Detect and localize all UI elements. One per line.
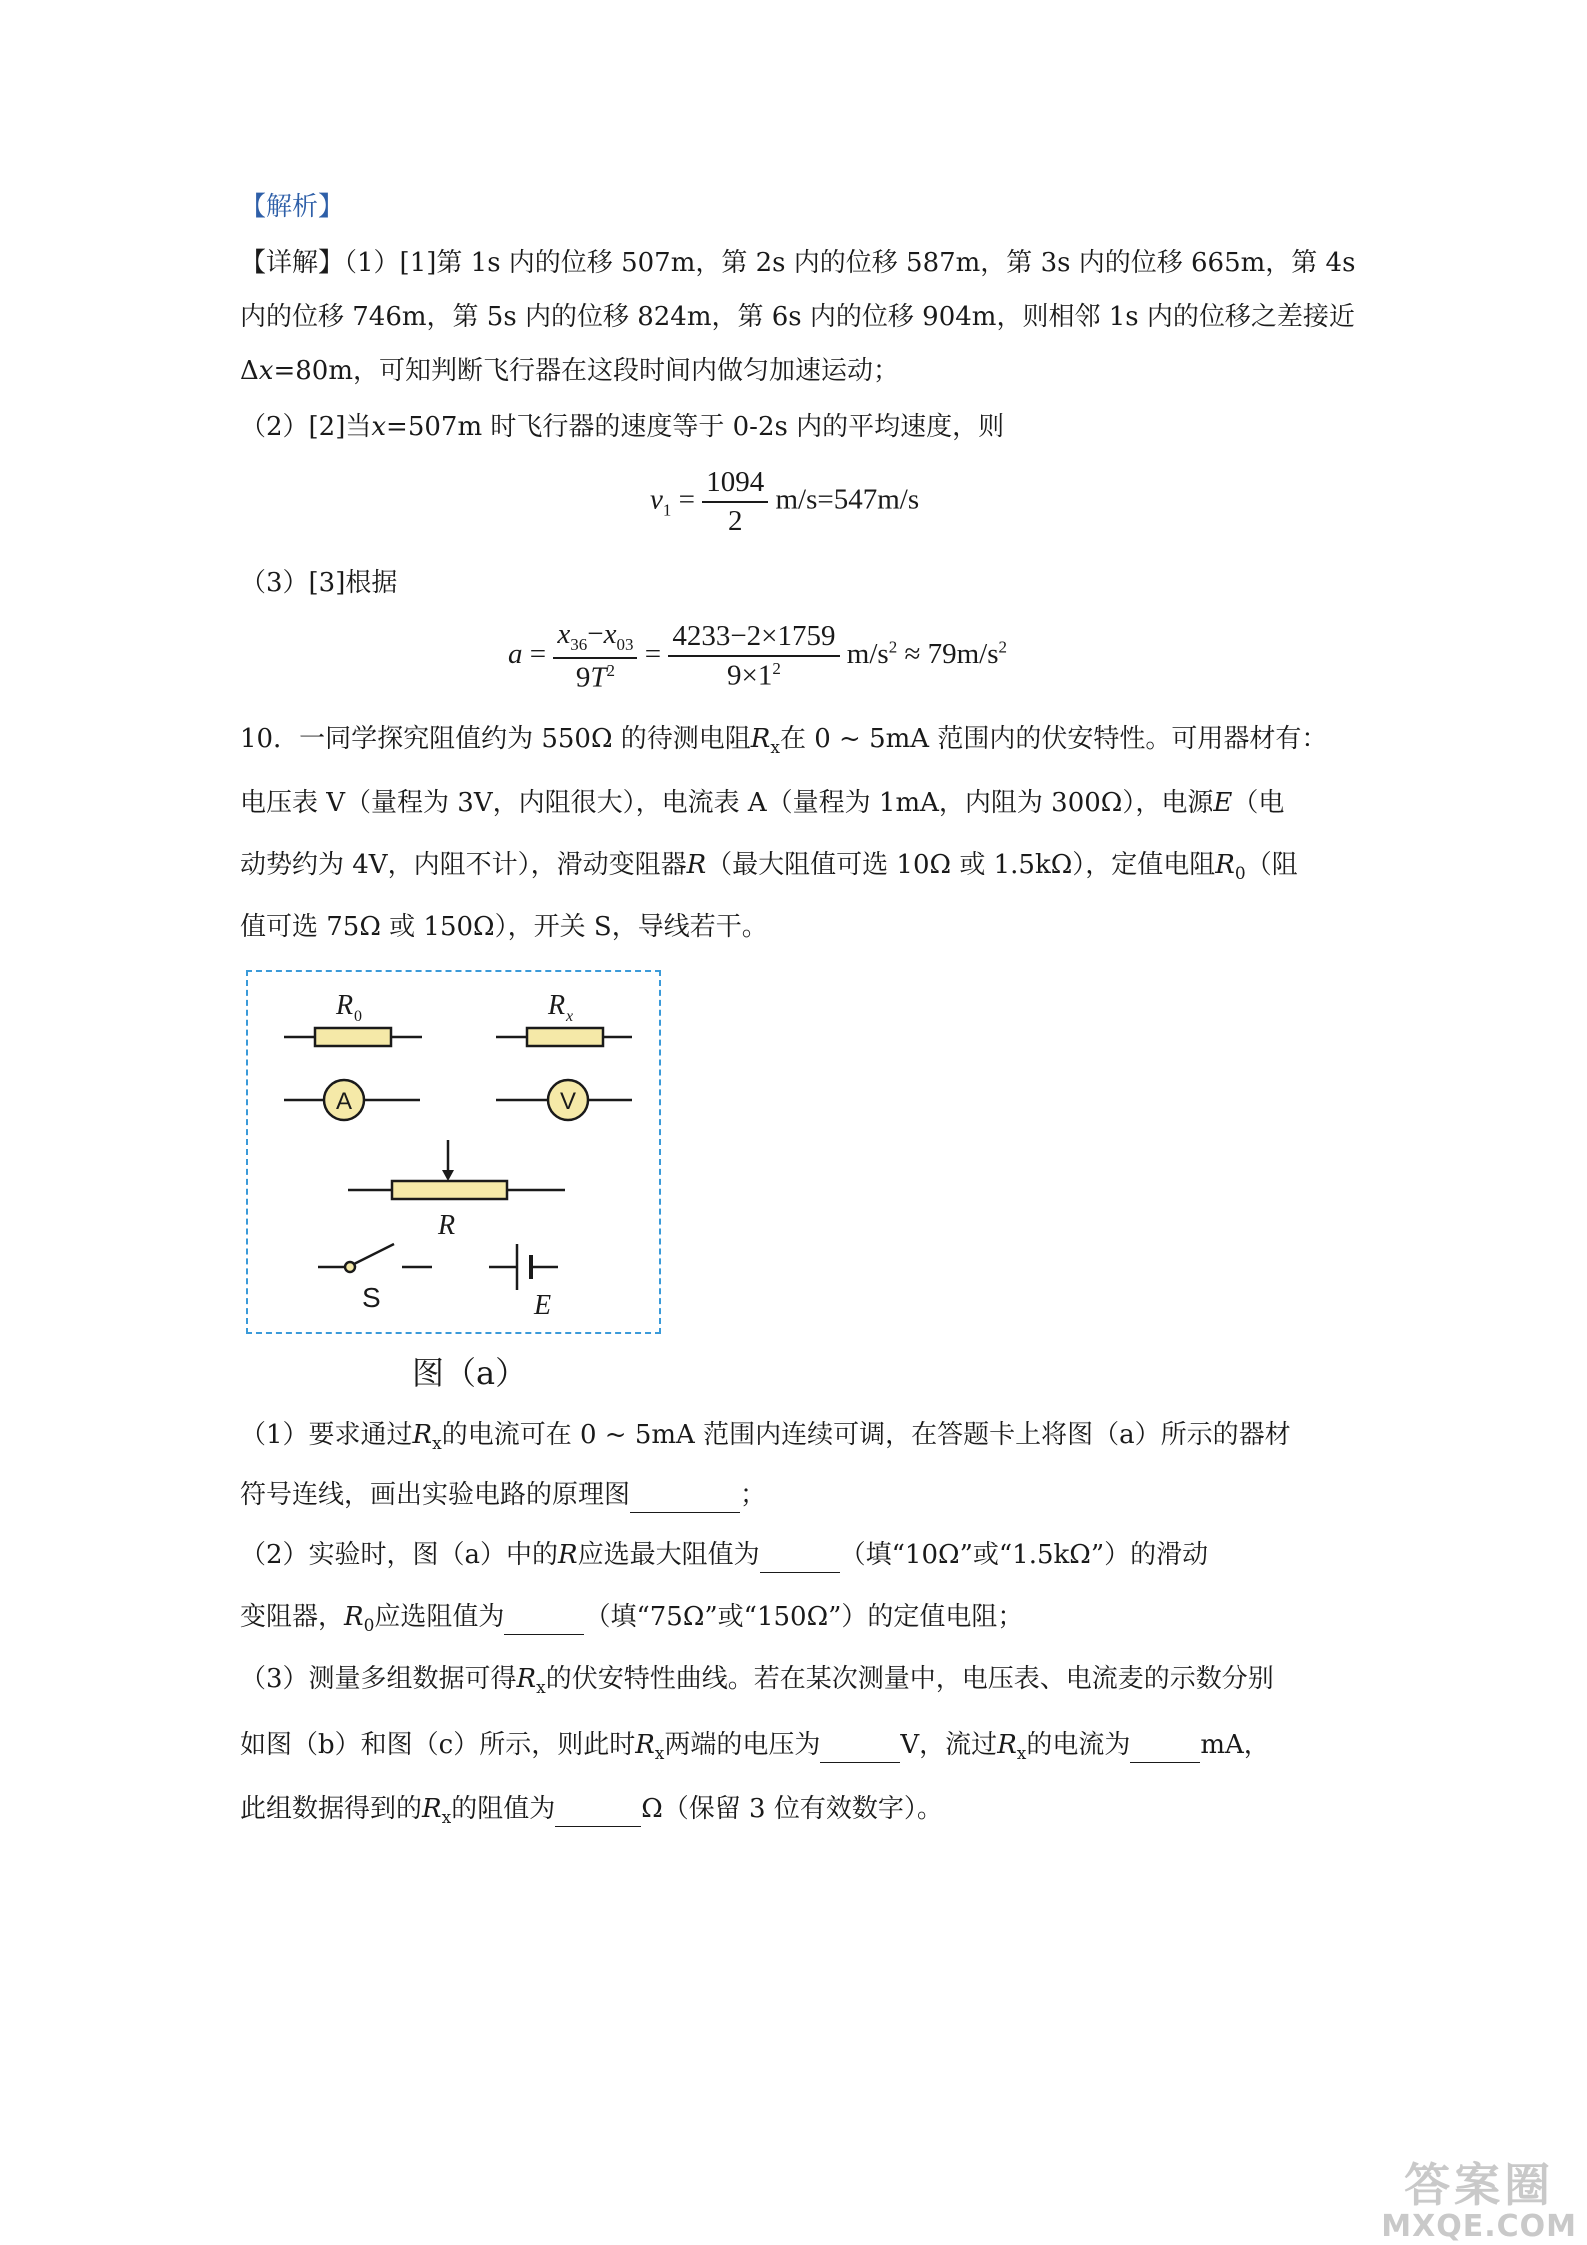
circuit-components-figure <box>246 970 661 1334</box>
detail-line-4 <box>240 410 1004 444</box>
detail-line-5: （3）[3]根据 <box>240 568 398 598</box>
answer-blank[interactable] <box>555 1792 641 1827</box>
circuit-symbols <box>248 972 659 1332</box>
rheostat-label: R <box>438 1210 456 1241</box>
rheostat-arrowhead <box>442 1170 454 1181</box>
answer-blank[interactable] <box>760 1538 840 1573</box>
r0-body <box>315 1028 391 1046</box>
equation-a <box>508 618 1007 694</box>
rheostat-body <box>392 1181 507 1199</box>
answer-blank[interactable] <box>1130 1728 1200 1763</box>
sub-q3-line-2: 如图（b）和图（c）所示，则此时$R_x$两端的电压为 V，流过$R_x$的电流为 mA， <box>240 1730 1270 1765</box>
sub-q3-line-3: 此组数据得到的$R_x$的阻值为 Ω（保留 3 位有效数字）。 <box>240 1794 943 1829</box>
switch-pivot <box>345 1262 355 1272</box>
ammeter-label: A <box>335 1088 353 1115</box>
detail-line-3 <box>240 354 899 388</box>
eq2-fraction-2 <box>668 620 839 693</box>
eq2-numerator-1: $x_{36}-x_{03}$ <box>553 618 637 659</box>
answer-blank[interactable] <box>820 1728 900 1763</box>
figure-caption: 图（a） <box>412 1354 528 1392</box>
sub-q1-line-1: （1）要求通过$R_x$的电流可在 0 ~ 5mA 范围内连续可调，在答题卡上将图（a）所示的器材 <box>240 1420 1291 1455</box>
eq2-var-a: a <box>508 637 523 670</box>
eq1-rhs: m/s=547m/s <box>775 483 920 516</box>
delta-symbol: Δ <box>240 356 259 386</box>
eq2-equals: = <box>529 637 547 670</box>
answer-blank[interactable] <box>504 1600 584 1635</box>
q10-line-3: 动势约为 4V，内阻不计），滑动变阻器R（最大阻值可选 10Ω 或 1.5kΩ），定值电阻$R_0$（阻 <box>240 850 1298 885</box>
eq1-sub: 1 <box>662 500 672 520</box>
eq1-var: v <box>650 483 663 516</box>
eq2-denominator-1: $9T^2$ <box>575 660 615 694</box>
sub-q2-line-1: （2）实验时，图（a）中的R应选最大阻值为 （填“10Ω”或“1.5kΩ”）的滑动 <box>240 1538 1208 1573</box>
analysis-header: 【解析】 <box>240 192 345 222</box>
q10-line-4: 值可选 75Ω 或 150Ω），开关 S，导线若干。 <box>240 912 768 942</box>
detail-text-1: （1）[1]第 1s 内的位移 507m，第 2s 内的位移 587m，第 3s 内的位移 665m，第 4s <box>344 248 1356 278</box>
sub-q3-line-1: （3）测量多组数据可得$R_x$的伏安特性曲线。若在某次测量中，电压表、电流麦的示数分别 <box>240 1664 1274 1699</box>
q10-line-2: 电压表 V（量程为 3V，内阻很大），电流表 A（量程为 1mA，内阻为 300Ω），电源E（电 <box>240 788 1285 818</box>
detail-line-1 <box>240 246 1355 280</box>
equation-v1 <box>650 466 919 538</box>
battery-label: E <box>534 1290 552 1321</box>
eq2-numerator-2: 4233−2×1759 <box>668 620 839 657</box>
watermark-top: 答案圈 <box>1404 2158 1555 2212</box>
site-watermark-logo <box>1381 2159 1577 2243</box>
voltmeter-label: V <box>559 1088 577 1115</box>
eq1-fraction <box>702 466 768 538</box>
rx-label: R <box>548 990 566 1021</box>
var-x: x <box>258 356 274 386</box>
switch-blade <box>354 1244 394 1264</box>
p2-text-a: （2）[2]当 <box>240 412 372 442</box>
sub-q1-line-2: 符号连线，画出实验电路的原理图 ； <box>240 1478 766 1513</box>
eq2-denominator-2: $9\times 1^2$ <box>727 658 781 692</box>
answer-blank[interactable] <box>630 1478 740 1513</box>
rx-body <box>527 1028 603 1046</box>
detail-tag: 【详解】 <box>240 248 345 278</box>
detail-text-3: =80m，可知判断飞行器在这段时间内做匀加速运动； <box>273 356 899 386</box>
sub-q2-line-2: 变阻器，$R_0$应选阻值为 （填“75Ω”或“150Ω”）的定值电阻； <box>240 1602 1024 1637</box>
q10-line-1: 10．一同学探究阻值约为 550Ω 的待测电阻$R_x$在 0 ~ 5mA 范围内的伏安特性。可用器材有： <box>240 724 1328 759</box>
eq2-unit: $m/s^2$ <box>846 637 898 670</box>
switch-label: S <box>362 1282 381 1313</box>
var-R: R <box>750 724 771 754</box>
eq1-numerator: 1094 <box>702 466 768 503</box>
eq2-fraction-1 <box>553 618 637 694</box>
r0-label: R <box>336 990 354 1021</box>
r0-sub: 0 <box>354 1008 362 1025</box>
eq2-result: ≈ $79m/s^2$ <box>904 637 1008 670</box>
watermark-bottom: MXQE.COM <box>1381 2209 1577 2244</box>
var-E: E <box>1213 788 1233 818</box>
rx-sub: x <box>566 1008 574 1025</box>
eq1-equals: = <box>678 483 695 516</box>
var-x: x <box>371 412 387 442</box>
p2-text-b: =507m 时飞行器的速度等于 0-2s 内的平均速度，则 <box>386 412 1005 442</box>
detail-line-2: 内的位移 746m，第 5s 内的位移 824m，第 6s 内的位移 904m，则相邻 1s 内的位移之差接近 <box>240 302 1355 332</box>
eq2-equals-2: = <box>644 637 662 670</box>
eq1-denominator: 2 <box>727 505 743 537</box>
